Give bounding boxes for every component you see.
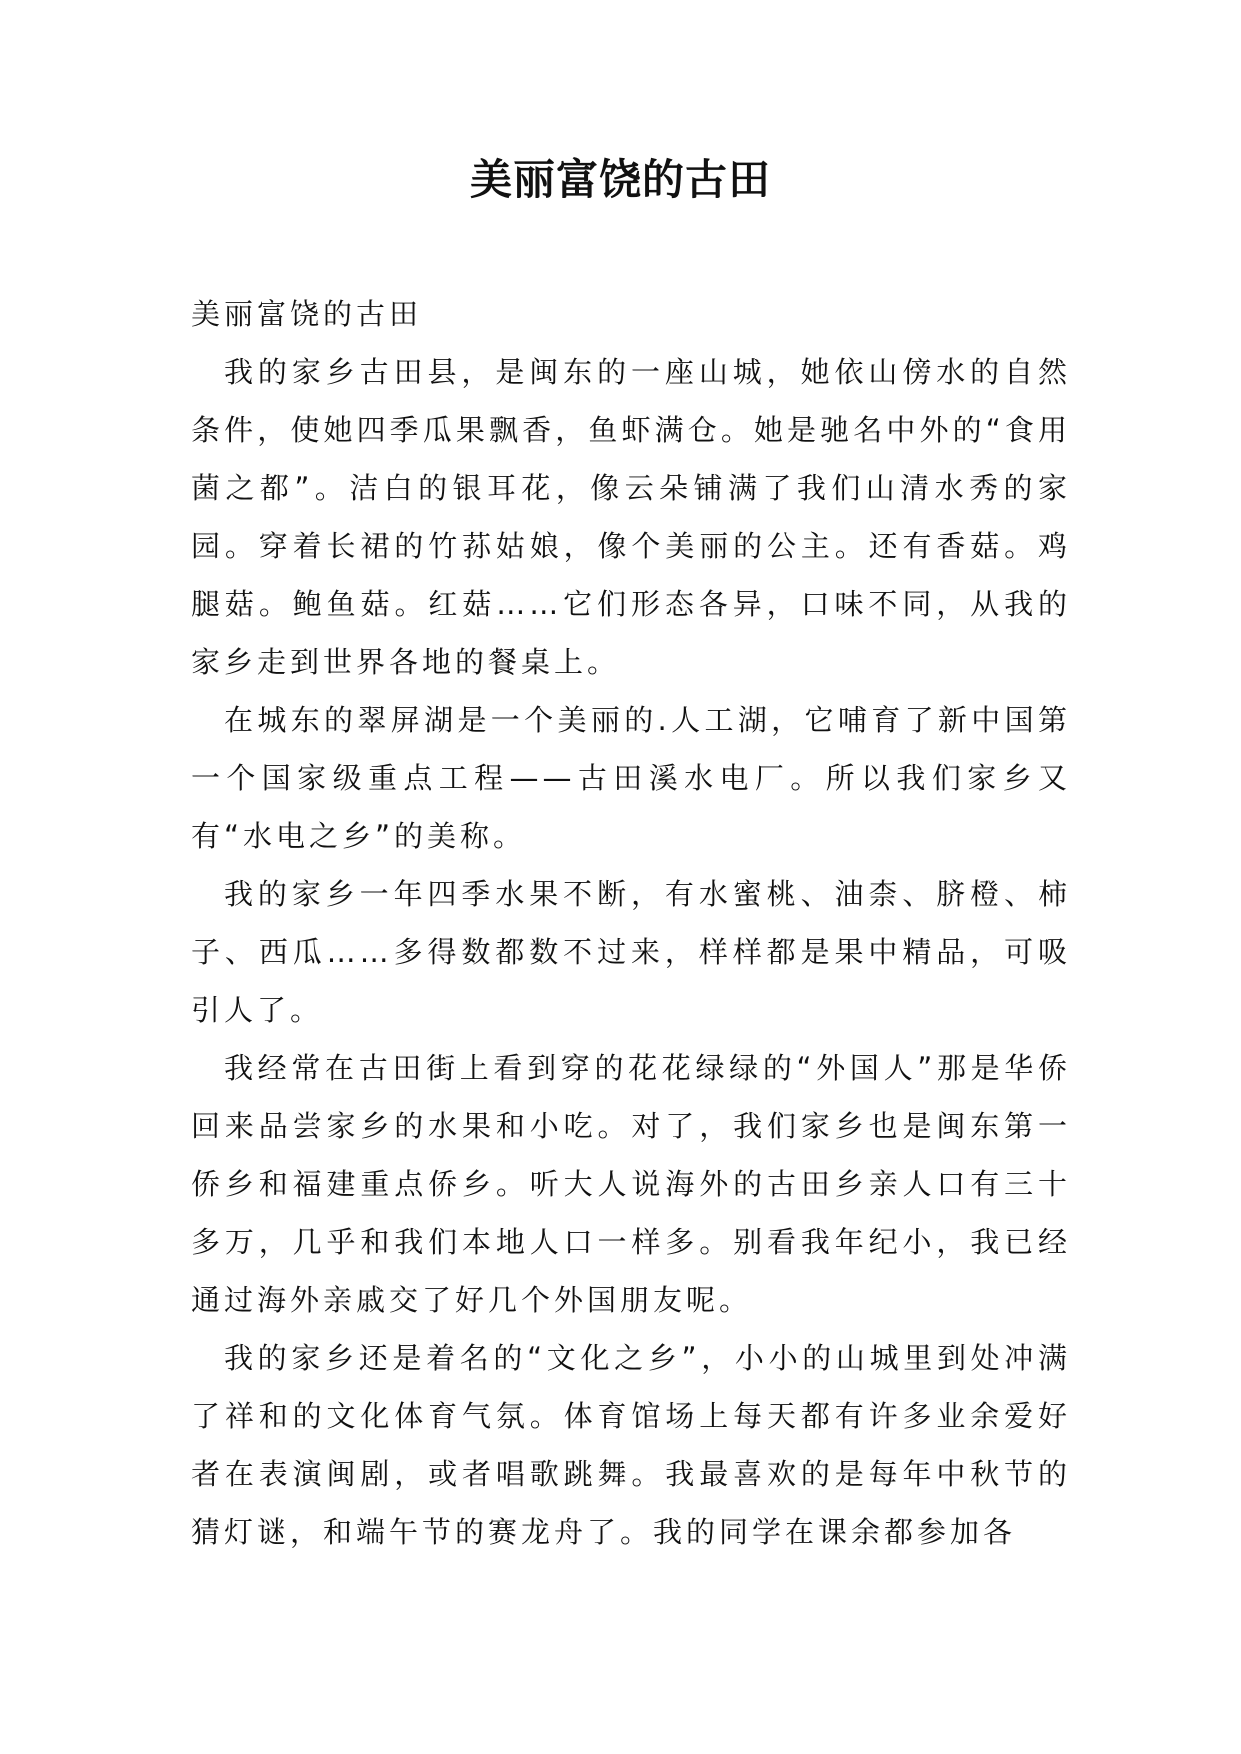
- paragraph: 我的家乡一年四季水果不断，有水蜜桃、油柰、脐橙、柿子、西瓜……多得数都数不过来，样样都是果中精品，可吸引人了。: [191, 877, 1071, 1027]
- paragraph: 我的家乡还是着名的“文化之乡”，小小的山城里到处冲满了祥和的文化体育气氛。体育馆场上每天都有许多业余爱好者在表演闽剧，或者唱歌跳舞。我最喜欢的是每年中秋节的猜灯谜，和端午节的赛龙舟了。我的同学在课余都参加各: [191, 1341, 1071, 1549]
- document-body: [191, 285, 1071, 1561]
- document-subtitle: 美丽富饶的古田: [191, 297, 423, 331]
- paragraph: 我的家乡古田县，是闽东的一座山城，她依山傍水的自然条件，使她四季瓜果飘香，鱼虾满仓。她是驰名中外的“食用菌之都”。洁白的银耳花，像云朵铺满了我们山清水秀的家园。穿着长裙的竹荪姑娘，像个美丽的公主。还有香菇。鸡腿菇。鲍鱼菇。红菇……它们形态各异，口味不同，从我的家乡走到世界各地的餐桌上。: [191, 355, 1071, 679]
- document-title: 美丽富饶的古田: [469, 155, 771, 204]
- paragraph: 我经常在古田街上看到穿的花花绿绿的“外国人”那是华侨回来品尝家乡的水果和小吃。对了，我们家乡也是闽东第一侨乡和福建重点侨乡。听大人说海外的古田乡亲人口有三十多万，几乎和我们本地人口一样多。别看我年纪小，我已经通过海外亲戚交了好几个外国朋友呢。: [191, 1051, 1071, 1317]
- paragraph: 在城东的翠屏湖是一个美丽的.人工湖，它哺育了新中国第一个国家级重点工程——古田溪水电厂。所以我们家乡又有“水电之乡”的美称。: [191, 703, 1071, 853]
